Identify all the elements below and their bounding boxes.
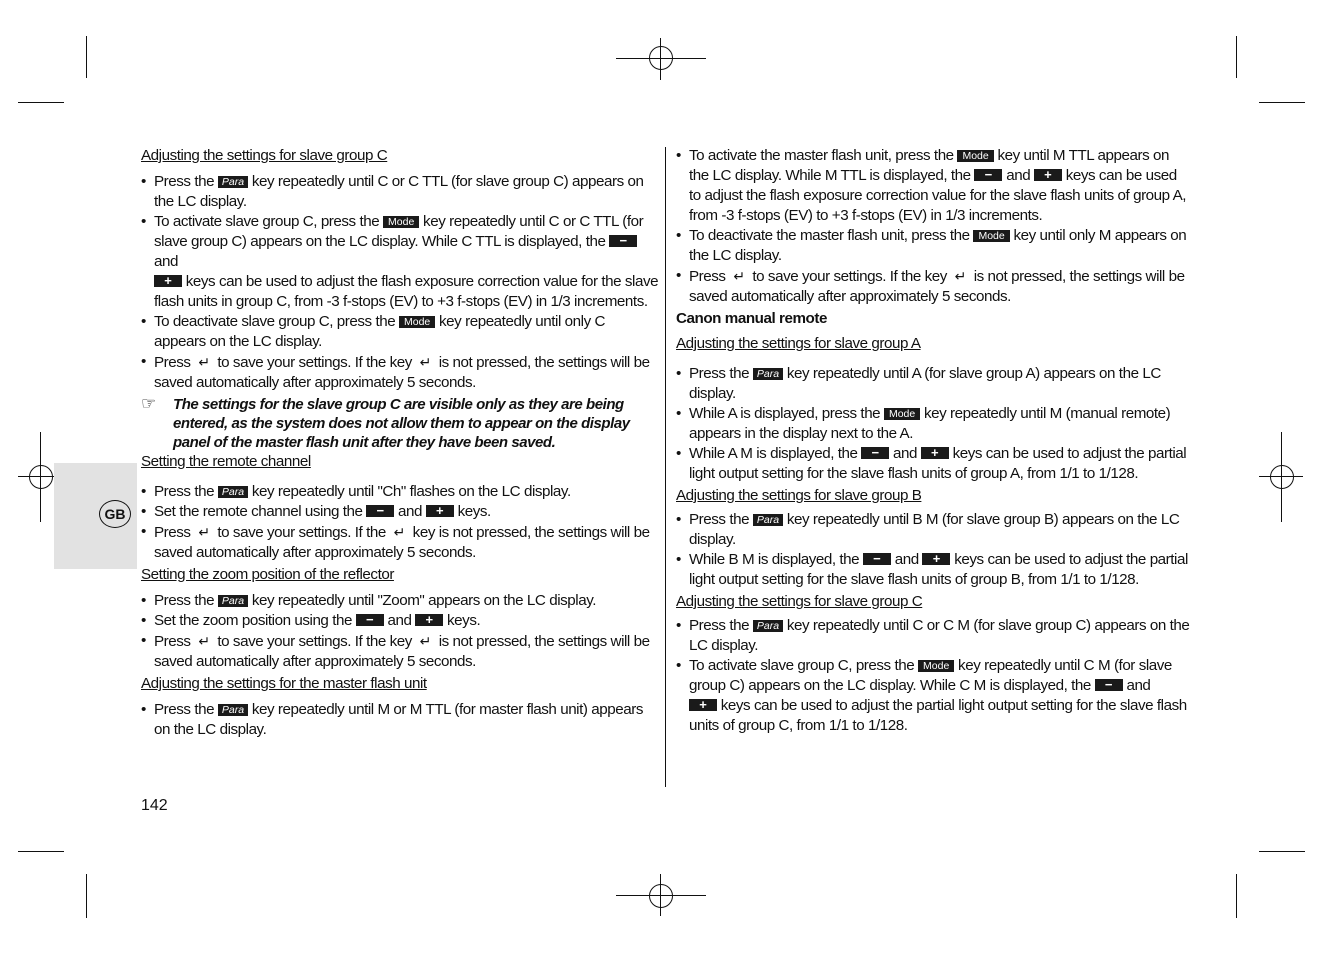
list-item: • Press ↵ to save your settings. If the key ↵ is not pressed, the settings will be saved automatically after approximately 5 seconds. <box>141 352 659 393</box>
plus-key-icon: + <box>921 447 949 459</box>
enter-key-icon: ↵ <box>419 354 431 370</box>
section-heading: Adjusting the settings for slave group B <box>676 487 922 504</box>
registration-mark <box>1281 432 1282 522</box>
language-badge: GB <box>99 500 131 528</box>
mode-key-icon: Mode <box>973 230 1009 242</box>
crop-mark <box>86 36 87 78</box>
registration-mark <box>1270 465 1294 489</box>
section-heading: Adjusting the settings for slave group C <box>141 147 388 164</box>
crop-mark <box>18 102 64 103</box>
crop-mark <box>1259 102 1305 103</box>
list-item: • Press the Para key repeatedly until C or C TTL (for slave group C) appears on the LC display. <box>141 172 659 212</box>
list-item: • Press the Para key repeatedly until A (for slave group A) appears on the LC display. <box>676 364 1192 404</box>
list-item: • While A M is displayed, the − and + keys can be used to adjust the partial light output setting for the slave flash units of group A, from 1/1 to 1/128. <box>676 444 1192 484</box>
registration-mark <box>1259 476 1303 477</box>
mode-key-icon: Mode <box>383 216 419 228</box>
list-item: • Press the Para key repeatedly until B M (for slave group B) appears on the LC display. <box>676 510 1192 550</box>
list-item: • To deactivate the master flash unit, press the Mode key until only M appears on the LC display. <box>676 226 1192 266</box>
list-item: • Press the Para key repeatedly until "Ch" flashes on the LC display. <box>141 482 659 502</box>
list-item: • While A is displayed, press the Mode key repeatedly until M (manual remote) appears in the display next to the A. <box>676 404 1192 444</box>
para-key-icon: Para <box>753 620 783 632</box>
plus-key-icon: + <box>1034 169 1062 181</box>
pointing-hand-icon: ☞ <box>141 394 156 413</box>
list-item: • Press ↵ to save your settings. If the key ↵ is not pressed, the settings will be saved automatically after approximately 5 seconds. <box>141 631 659 672</box>
minus-key-icon: − <box>974 169 1002 181</box>
enter-key-icon: ↵ <box>393 524 405 540</box>
left-column <box>141 146 659 740</box>
para-key-icon: Para <box>753 514 783 526</box>
section-heading: Setting the zoom position of the reflector <box>141 566 394 583</box>
plus-key-icon: + <box>689 699 717 711</box>
enter-key-icon: ↵ <box>198 524 210 540</box>
plus-key-icon: + <box>415 614 443 626</box>
list-item: • Press ↵ to save your settings. If the ↵ key is not pressed, the settings will be saved automatically after approximately 5 seconds. <box>141 522 659 563</box>
plus-key-icon: + <box>154 275 182 287</box>
mode-key-icon: Mode <box>399 316 435 328</box>
enter-key-icon: ↵ <box>198 633 210 649</box>
registration-mark <box>660 874 661 916</box>
list-item: • To deactivate slave group C, press the Mode key repeatedly until only C appears on the LC display. <box>141 312 659 352</box>
crop-mark <box>18 851 64 852</box>
para-key-icon: Para <box>218 704 248 716</box>
minus-key-icon: − <box>1095 679 1123 691</box>
list-item: • Press ↵ to save your settings. If the key ↵ is not pressed, the settings will be saved automatically after approximately 5 seconds. <box>676 266 1192 307</box>
enter-key-icon: ↵ <box>954 268 966 284</box>
plus-key-icon: + <box>426 505 454 517</box>
registration-mark <box>649 884 673 908</box>
minus-key-icon: − <box>863 553 891 565</box>
note: ☞ The settings for the slave group C are visible only as they are being entered, as the system does not allow them to appear on the display panel of the master flash unit after they have been saved. <box>141 394 630 451</box>
section-heading: Setting the remote channel <box>141 453 311 470</box>
enter-key-icon: ↵ <box>198 354 210 370</box>
registration-mark <box>29 465 53 489</box>
registration-mark <box>616 895 706 896</box>
list-item: • Set the zoom position using the − and + keys. <box>141 611 659 631</box>
registration-mark <box>660 38 661 80</box>
enter-key-icon: ↵ <box>733 268 745 284</box>
minus-key-icon: − <box>609 235 637 247</box>
mode-key-icon: Mode <box>957 150 993 162</box>
list-item: • Press the Para key repeatedly until M or M TTL (for master flash unit) appears on the LC display. <box>141 700 659 740</box>
registration-mark <box>616 58 706 59</box>
plus-key-icon: + <box>922 553 950 565</box>
list-item: • To activate the master flash unit, press the Mode key until M TTL appears on the LC display. While M TTL is displayed, the − and + keys can be used to adjust the flash exposure correction value for the slave flash units of group A, from -3 f-stops (EV) to +3 f-stops (EV) in 1/3 increments. <box>676 146 1192 226</box>
registration-mark <box>40 432 41 522</box>
page-number: 142 <box>141 797 168 814</box>
list-item: • To activate slave group C, press the Mode key repeatedly until C or C TTL (for slave group C) appears on the LC display. While C TTL is displayed, the − and + keys can be used to adjust the flash exposure correction value for the slave flash units in group C, from -3 f-stops (EV) to +3 f-stops (EV) in 1/3 increments. <box>141 212 659 312</box>
right-column <box>676 146 1192 736</box>
list-item: • Press the Para key repeatedly until "Zoom" appears on the LC display. <box>141 591 659 611</box>
list-item: • While B M is displayed, the − and + keys can be used to adjust the partial light output setting for the slave flash units of group B, from 1/1 to 1/128. <box>676 550 1192 590</box>
section-heading: Adjusting the settings for slave group C <box>676 593 923 610</box>
list-item: • Set the remote channel using the − and + keys. <box>141 502 659 522</box>
para-key-icon: Para <box>753 368 783 380</box>
crop-mark <box>86 874 87 918</box>
section-heading: Adjusting the settings for the master flash unit <box>141 675 427 692</box>
para-key-icon: Para <box>218 486 248 498</box>
para-key-icon: Para <box>218 595 248 607</box>
mode-key-icon: Mode <box>884 408 920 420</box>
subsection-title: Canon manual remote <box>676 310 827 327</box>
crop-mark <box>1236 874 1237 918</box>
para-key-icon: Para <box>218 176 248 188</box>
minus-key-icon: − <box>861 447 889 459</box>
crop-mark <box>1259 851 1305 852</box>
column-divider <box>665 147 666 787</box>
list-item: • Press the Para key repeatedly until C or C M (for slave group C) appears on the LC display. <box>676 616 1192 656</box>
mode-key-icon: Mode <box>918 660 954 672</box>
list-item: • To activate slave group C, press the Mode key repeatedly until C M (for slave group C) appears on the LC display. While C M is displayed, the − and + keys can be used to adjust the partial light output setting for the slave flash units of group C, from 1/1 to 1/128. <box>676 656 1192 736</box>
crop-mark <box>1236 36 1237 78</box>
minus-key-icon: − <box>366 505 394 517</box>
minus-key-icon: − <box>356 614 384 626</box>
section-heading: Adjusting the settings for slave group A <box>676 335 921 352</box>
enter-key-icon: ↵ <box>419 633 431 649</box>
